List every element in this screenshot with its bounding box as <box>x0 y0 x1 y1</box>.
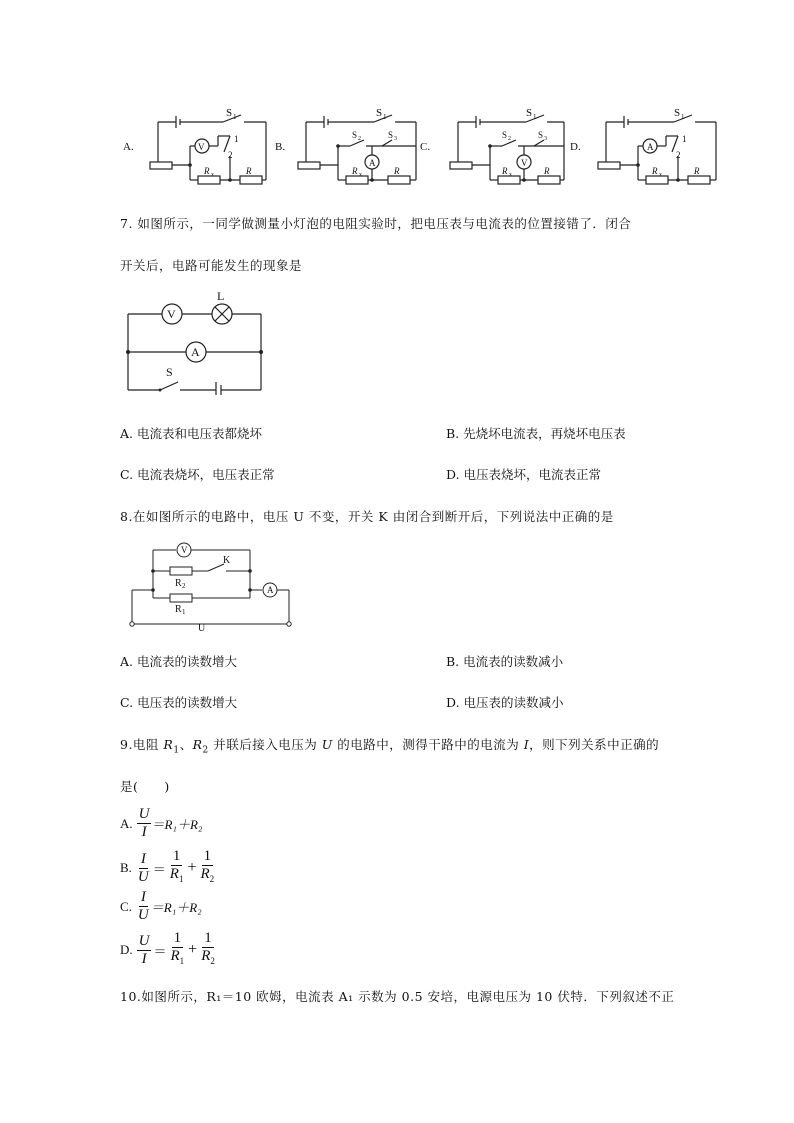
q9-option-d-fraction <box>137 933 152 968</box>
q9-option-c-fraction <box>136 889 151 924</box>
q9-option-b-term1-sub: 1 <box>178 874 184 884</box>
q9-i: I <box>523 737 530 752</box>
q8-option-a[interactable]: A. 电流表的读数增大 <box>120 654 237 669</box>
q9-option-c-num: I <box>140 889 146 905</box>
q8-switch-label: K <box>223 555 231 566</box>
option-b-rx-sub: x <box>359 172 362 178</box>
q9-option-b[interactable]: B. $\frac{I}{U}$ ＝ $\frac{1}{R_1}$ + $\frac{1}{R_2}$ <box>120 848 216 888</box>
q9-option-b-den: U <box>137 868 149 885</box>
q9-option-d-letter: D. <box>120 942 133 957</box>
q9-option-d-term1 <box>169 930 187 970</box>
q9-r2-sub: 2 <box>202 745 209 756</box>
q9-option-a[interactable] <box>120 806 202 841</box>
q8-option-b[interactable]: B. 电流表的读数减小 <box>446 654 564 669</box>
q9-option-d-term1-sub: 1 <box>179 956 185 966</box>
option-b-s3-sub: 3 <box>394 136 397 142</box>
q8-option-d[interactable]: D. 电压表的读数减小 <box>446 695 564 710</box>
option-c-rx: R <box>502 166 508 176</box>
q9-r2: R <box>192 737 203 752</box>
q8-ammeter-label: A <box>267 585 274 595</box>
option-c-r: R <box>544 166 550 176</box>
option-a-rx: R <box>204 166 210 176</box>
q8-r1-sub: 1 <box>182 608 186 616</box>
q9-option-d-term2-r: R <box>201 948 211 964</box>
q8-r1-label: R <box>175 604 182 615</box>
q9-option-a-den: I <box>141 824 147 840</box>
q9-option-b-letter: B. <box>120 860 132 875</box>
q7-diagram <box>120 290 270 395</box>
option-b-letter: B. <box>275 141 286 153</box>
option-d-s1-label: S <box>674 107 681 119</box>
q7-ammeter-label: A <box>191 345 200 359</box>
q10-line1: 10.如图所示，R₁＝10 欧姆，电流表 A₁ 示数为 0.5 安培，电源电压为 10 伏特．下列叙述不正 <box>120 989 675 1004</box>
q9-option-b-term1-num: 1 <box>172 848 181 864</box>
option-b-r: R <box>394 166 400 176</box>
q9-option-a-num: U <box>138 806 150 822</box>
q9-option-d-term1-r: R <box>170 948 180 964</box>
option-c-s1-sub: 1 <box>533 113 537 121</box>
option-a-rx-sub: x <box>211 172 214 178</box>
option-a-s1-sub: 1 <box>233 113 237 121</box>
q9-sep: 、 <box>179 737 193 752</box>
q7-voltmeter-label: V <box>167 307 176 321</box>
q9-line1-b: 并联后接入电压为 <box>208 737 322 752</box>
q9-line1-d: ，则下列关系中正确的 <box>529 737 660 752</box>
q8-r2-label: R <box>175 578 182 589</box>
q9-option-c-den: U <box>137 907 149 923</box>
option-d-r: R <box>694 166 700 176</box>
q9-option-b-fraction <box>136 851 151 886</box>
q7-switch-label: S <box>166 365 173 379</box>
q7-line2: 开关后，电路可能发生的现象是 <box>120 258 303 273</box>
q7-option-c[interactable]: C. 电流表烧坏，电压表正常 <box>120 467 275 482</box>
q9-option-c[interactable] <box>120 889 202 924</box>
option-a-letter: A. <box>123 141 134 153</box>
q8-voltage-label: U <box>198 623 206 632</box>
q9-option-d-num: U <box>138 932 150 949</box>
q7-option-b[interactable]: B. 先烧坏电流表，再烧坏电压表 <box>446 426 626 441</box>
option-b-s1-label: S <box>376 107 383 119</box>
option-a-r: R <box>246 166 252 176</box>
q8-voltmeter-label: V <box>181 545 188 555</box>
q9-r1: R <box>163 737 174 752</box>
q9-option-b-plus: + <box>187 859 197 876</box>
q9-option-b-num: I <box>140 850 146 867</box>
option-c-meter: V <box>521 158 528 168</box>
q9-option-a-rhs: ＝R₁＋R₂ <box>151 817 203 832</box>
q9-option-a-letter: A. <box>120 815 133 831</box>
q9-option-c-rhs: ＝R₁＋R₂ <box>150 900 202 915</box>
q9-line2: 是( ) <box>120 779 170 794</box>
top-circuits-row <box>118 100 738 190</box>
option-d-meter: A <box>647 142 654 152</box>
option-a-pos1: 1 <box>234 134 239 144</box>
q9-option-b-term1 <box>168 848 186 888</box>
q9-option-d-den: I <box>141 950 147 967</box>
q7-line1: 7. 如图所示，一同学做测量小灯泡的电阻实验时，把电压表与电流表的位置接错了．闭合 <box>120 216 632 231</box>
option-d-s1-sub: 1 <box>681 113 685 121</box>
q7-option-a[interactable]: A. 电流表和电压表都烧坏 <box>120 426 262 441</box>
option-b-meter: A <box>369 158 376 168</box>
option-d-rx-sub: x <box>659 172 662 178</box>
q9-option-c-letter: C. <box>120 898 132 914</box>
q9-option-b-term2-sub: 2 <box>209 874 215 884</box>
q8-r2-sub: 2 <box>182 582 186 590</box>
q9-option-d[interactable]: D. $\frac{U}{I}$ ＝ $\frac{1}{R_1}$ + $\frac{1}{R_2}$ <box>120 930 217 970</box>
q9-option-b-term2: $\frac{1}{R_2}$ <box>200 848 215 884</box>
q7-lamp-label: L <box>217 290 225 303</box>
q8-line1: 8.在如图所示的电路中，电压 U 不变，开关 K 由闭合到断开后，下列说法中正确的是 <box>120 509 614 524</box>
option-d-letter: D. <box>570 141 581 153</box>
q9-r1-sub: 1 <box>173 745 180 756</box>
q9-line1-c: 的电路中，测得干路中的电流为 <box>332 737 524 752</box>
option-c-s3-label: S <box>538 130 544 140</box>
option-c-letter: C. <box>420 141 431 153</box>
option-b-rx: R <box>352 166 358 176</box>
option-b-s2-sub: 2 <box>358 136 361 142</box>
q9-u: U <box>321 737 333 752</box>
top-circuits-svg <box>118 100 738 190</box>
option-d-pos2: 2 <box>676 150 681 160</box>
option-c-s2-sub: 2 <box>508 136 511 142</box>
option-c-rx-sub: x <box>509 172 512 178</box>
q9-option-d-plus: + <box>188 941 198 958</box>
option-b-s3-label: S <box>388 130 394 140</box>
q9-option-d-term2: $\frac{1}{R_2}$ <box>201 930 215 966</box>
option-d-rx: R <box>652 166 658 176</box>
q9-option-b-term1-r: R <box>169 866 179 882</box>
option-c-s2-label: S <box>502 130 508 140</box>
q9-option-d-term2-sub: 2 <box>210 956 215 966</box>
q9-option-d-term1-num: 1 <box>173 930 182 946</box>
q9-line1 <box>120 735 659 756</box>
option-a-meter: V <box>198 142 205 152</box>
option-c-s1-label: S <box>526 107 533 119</box>
option-a-s1-label: S <box>226 107 233 119</box>
q8-diagram <box>128 540 298 632</box>
q9-option-b-term2-r: R <box>200 866 210 882</box>
q8-option-c[interactable]: C. 电压表的读数增大 <box>120 695 238 710</box>
q9-line1-a: 9.电阻 <box>120 737 164 752</box>
option-a-pos2: 2 <box>228 150 233 160</box>
q7-option-d[interactable]: D. 电压表烧坏，电流表正常 <box>446 467 602 482</box>
option-d-pos1: 1 <box>682 134 687 144</box>
option-b-s1-sub: 1 <box>383 113 387 121</box>
option-b-s2-label: S <box>352 130 358 140</box>
option-c-s3-sub: 3 <box>544 136 547 142</box>
q9-option-a-fraction <box>137 806 152 841</box>
